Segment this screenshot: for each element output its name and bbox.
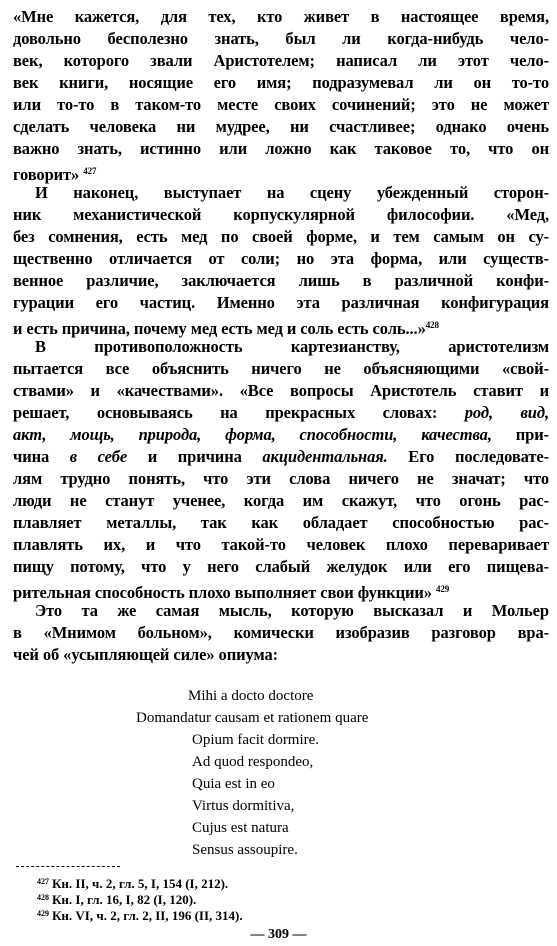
italic-term: качества, xyxy=(421,425,492,444)
text-line: Это та же самая мысль, которую высказал и Мольер xyxy=(35,601,549,620)
text-line: довольно бесполезно знать, был ли когда-нибудь чело- xyxy=(13,29,549,48)
verse-line: Opium facit dormire. xyxy=(192,732,320,748)
text-line: важно знать, истинно или ложно как таковое то, что он xyxy=(13,139,549,158)
verse-line: Ad quod respondeo, xyxy=(192,754,314,770)
italic-term: способности, xyxy=(299,425,398,444)
italic-term: природа, xyxy=(138,425,202,444)
text-line: В противоположность картезианству, аристотелизм xyxy=(35,337,549,356)
italic-term: мощь, xyxy=(70,425,115,444)
footnote-separator xyxy=(16,866,120,867)
text-fragment: чина xyxy=(13,447,50,466)
footnote-number: 428 xyxy=(37,893,49,902)
text-line xyxy=(13,315,549,339)
text-line: «Мне кажется, для тех, кто живет в настоящее время, xyxy=(13,7,549,26)
italic-term: в себе xyxy=(69,447,128,466)
text-line: гурации его частиц. Именно эта различная конфигурация xyxy=(13,293,549,312)
text-line: без сомнения, есть мед по своей форме, и тем самым он су- xyxy=(13,227,549,246)
text-fragment: решает, основываясь на прекрасных словах: xyxy=(13,403,438,422)
text-line: ствами» и «качествами». «Все вопросы Аристотель ставит и xyxy=(13,381,549,400)
text-line: люди не станут ученее, когда им скажут, что огонь рас- xyxy=(13,491,549,510)
text-line: в «Мнимом больном», комически изобразив разговор вра- xyxy=(13,623,549,642)
text-fragment: и есть причина, почему мед есть мед и соль есть соль...» xyxy=(13,319,426,338)
footnote-number: 427 xyxy=(37,877,49,886)
footnote-ref: 427 xyxy=(83,166,97,176)
text-fragment: рительная способность плохо выполняет свои функции» xyxy=(13,583,432,602)
verse-line: Quia est in eo xyxy=(192,776,275,792)
text-line: пищу потому, что у него слабый желудок или его пищева- xyxy=(13,557,549,576)
text-line xyxy=(13,403,549,423)
text-line: чей об «усыпляющей силе» опиума: xyxy=(13,645,279,664)
italic-term: акцидентальная. xyxy=(262,447,388,466)
footnote-text: Кн. VI, ч. 2, гл. 2, II, 196 (II, 314). xyxy=(52,908,243,923)
italic-term: вид, xyxy=(520,403,549,422)
text-line: век, которого звали Аристотелем; написал ли этот чело- xyxy=(13,51,549,70)
text-line: лям трудно понять, что эти слова ничего не значат; что xyxy=(13,469,549,488)
italic-term: род, xyxy=(464,403,493,422)
page-number: — 309 — xyxy=(250,927,307,942)
text-line: щественно отличается от соли; но эта форма, или существ- xyxy=(13,249,549,268)
text-fragment: и причина xyxy=(147,447,242,466)
footnote-ref: 428 xyxy=(425,320,439,330)
text-fragment: говорит» xyxy=(13,165,80,184)
verse-line: Domandatur causam et rationem quare xyxy=(136,710,369,726)
text-line: плавляет металлы, так как обладает способностью рас- xyxy=(13,513,549,532)
verse-line: Virtus dormitiva, xyxy=(192,798,295,814)
text-line xyxy=(13,447,549,467)
footnote-text: Кн. I, гл. 16, I, 82 (I, 120). xyxy=(52,892,197,907)
text-line: пытается все объяснить ничего не объясняющими «свой- xyxy=(13,359,549,378)
footnote xyxy=(37,906,537,924)
footnote-number: 429 xyxy=(37,909,49,918)
text-line: или то-то в таком-то месте своих сочинений; это не может xyxy=(13,95,549,114)
text-line: ник механистической корпускулярной философии. «Мед, xyxy=(13,205,549,224)
text-fragment: при- xyxy=(515,425,550,444)
text-line: сделать человека ни мудрее, ни счастливее; однако очень xyxy=(13,117,549,136)
text-line: век книги, носящие его имя; подразумевал ли он то-то xyxy=(13,73,549,92)
text-line: И наконец, выступает на сцену убежденный сторон- xyxy=(35,183,549,202)
text-line xyxy=(13,161,549,185)
footnote-ref: 429 xyxy=(436,584,450,594)
text-line: плавлять их, и что такой-то человек плохо переваривает xyxy=(13,535,549,554)
footnote-text: Кн. II, ч. 2, гл. 5, I, 154 (I, 212). xyxy=(52,876,229,891)
text-line: венное различие, заключается лишь в различной конфи- xyxy=(13,271,549,290)
italic-term: акт, xyxy=(13,425,47,444)
text-fragment: Его последовате- xyxy=(408,447,550,466)
verse-line: Cujus est natura xyxy=(192,820,289,836)
verse-line: Sensus assoupire. xyxy=(192,842,298,858)
text-line xyxy=(13,579,549,603)
text-line xyxy=(13,425,549,445)
verse-line: Mihi a docto doctore xyxy=(188,688,314,704)
italic-term: форма, xyxy=(225,425,276,444)
